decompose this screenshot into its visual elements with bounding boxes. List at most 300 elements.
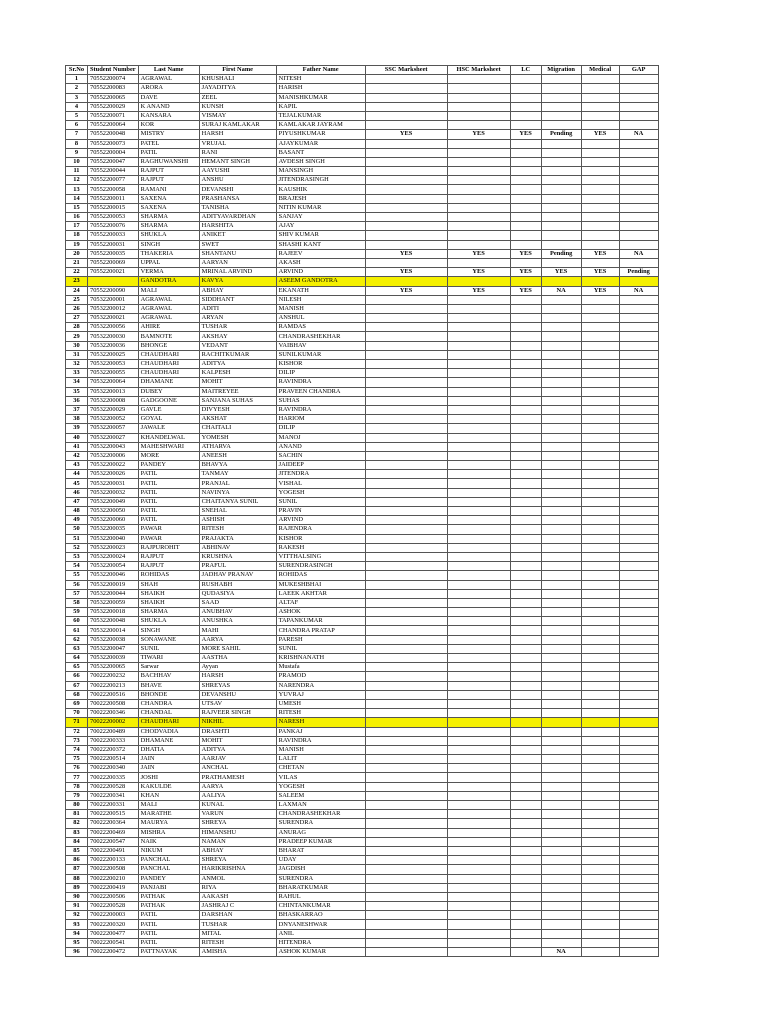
cell-sr-no: 9 [66,148,88,157]
table-row [66,810,659,819]
cell-gap [619,93,658,102]
cell-sr-no: 80 [66,801,88,810]
cell-migration [541,810,581,819]
cell-student-number: 70532200060 [88,516,139,525]
cell-student-number: 70022200372 [88,745,139,754]
cell-ssc-marksheet [365,497,447,506]
cell-student-number: 70552200031 [88,240,139,249]
cell-sr-no: 66 [66,672,88,681]
cell-last-name: KOR [138,121,199,130]
cell-first-name: ABHAY [199,286,276,295]
cell-medical [581,75,619,84]
cell-first-name: ANIKET [199,231,276,240]
cell-sr-no: 8 [66,139,88,148]
cell-ssc-marksheet [365,727,447,736]
cell-gap [619,663,658,672]
cell-last-name: VERMA [138,268,199,277]
cell-ssc-marksheet [365,167,447,176]
cell-ssc-marksheet [365,552,447,561]
cell-first-name: QUDASIYA [199,589,276,598]
cell-student-number: 70022200331 [88,801,139,810]
cell-sr-no: 44 [66,470,88,479]
table-row [66,690,659,699]
cell-father-name: SURENDRA [276,874,365,883]
cell-gap [619,810,658,819]
cell-gap [619,378,658,387]
cell-medical [581,84,619,93]
cell-sr-no: 47 [66,497,88,506]
cell-hsc-marksheet [447,654,510,663]
cell-hsc-marksheet [447,801,510,810]
cell-lc [510,314,541,323]
cell-medical [581,360,619,369]
cell-medical [581,341,619,350]
cell-gap [619,332,658,341]
cell-gap [619,176,658,185]
cell-last-name: SUNIL [138,644,199,653]
table-row [66,856,659,865]
cell-first-name: VARUN [199,810,276,819]
cell-ssc-marksheet [365,185,447,194]
cell-sr-no: 92 [66,911,88,920]
cell-migration [541,304,581,313]
cell-first-name: UTSAV [199,699,276,708]
cell-lc [510,516,541,525]
cell-migration [541,727,581,736]
cell-hsc-marksheet [447,396,510,405]
cell-medical [581,736,619,745]
cell-gap [619,902,658,911]
cell-migration [541,874,581,883]
cell-hsc-marksheet [447,846,510,855]
cell-father-name: HITENDRA [276,938,365,947]
table-row [66,598,659,607]
cell-hsc-marksheet [447,929,510,938]
cell-sr-no: 5 [66,111,88,120]
cell-sr-no: 32 [66,360,88,369]
table-row [66,111,659,120]
cell-sr-no: 20 [66,249,88,258]
cell-lc [510,148,541,157]
cell-gap [619,222,658,231]
cell-gap [619,295,658,304]
cell-gap [619,84,658,93]
cell-student-number: 70022200213 [88,681,139,690]
cell-medical [581,837,619,846]
cell-ssc-marksheet: YES [365,249,447,258]
cell-last-name: PAWAR [138,534,199,543]
table-row [66,552,659,561]
cell-hsc-marksheet [447,920,510,929]
cell-lc [510,369,541,378]
cell-sr-no: 58 [66,598,88,607]
table-row [66,819,659,828]
cell-father-name: BRAJESH [276,194,365,203]
cell-gap [619,277,658,286]
cell-migration [541,461,581,470]
cell-ssc-marksheet [365,764,447,773]
cell-sr-no: 75 [66,755,88,764]
cell-lc [510,883,541,892]
cell-father-name: KAPIL [276,102,365,111]
cell-student-number: 70552200011 [88,194,139,203]
cell-medical [581,350,619,359]
cell-gap [619,167,658,176]
cell-hsc-marksheet [447,75,510,84]
cell-ssc-marksheet [365,194,447,203]
cell-first-name: AARYA [199,635,276,644]
cell-father-name: ASEEM GANDOTRA [276,277,365,286]
cell-first-name: SNEHAL [199,507,276,516]
cell-sr-no: 28 [66,323,88,332]
cell-sr-no: 18 [66,231,88,240]
cell-sr-no: 45 [66,479,88,488]
cell-lc [510,718,541,727]
cell-lc [510,93,541,102]
table-row [66,801,659,810]
cell-student-number: 70022200419 [88,883,139,892]
cell-father-name: ANURAG [276,828,365,837]
table-row [66,589,659,598]
cell-medical [581,497,619,506]
cell-first-name: AASTHA [199,654,276,663]
cell-migration [541,295,581,304]
cell-last-name: MAURYA [138,819,199,828]
cell-ssc-marksheet [365,892,447,901]
cell-gap [619,102,658,111]
cell-father-name: ALTAF [276,598,365,607]
cell-gap [619,681,658,690]
cell-sr-no: 39 [66,424,88,433]
cell-hsc-marksheet [447,617,510,626]
cell-father-name: MANISH [276,304,365,313]
table-row [66,231,659,240]
cell-gap: NA [619,249,658,258]
cell-student-number: 70532200022 [88,461,139,470]
cell-first-name: RIYA [199,883,276,892]
cell-last-name: RAGHUWANSHI [138,157,199,166]
cell-migration [541,736,581,745]
cell-gap [619,791,658,800]
cell-father-name: BHARAT [276,846,365,855]
cell-migration [541,277,581,286]
cell-first-name: RITESH [199,525,276,534]
cell-migration [541,920,581,929]
cell-first-name: SANJANA SUHAS [199,396,276,405]
cell-student-number: 70022200341 [88,791,139,800]
cell-last-name: SHARMA [138,608,199,617]
cell-lc [510,837,541,846]
cell-last-name: SHUKLA [138,231,199,240]
cell-father-name: PRADEEP KUMAR [276,837,365,846]
cell-student-number: 70532200046 [88,571,139,580]
table-row [66,360,659,369]
cell-hsc-marksheet [447,304,510,313]
cell-ssc-marksheet [365,938,447,947]
header-lc: LC [510,66,541,75]
cell-lc [510,479,541,488]
cell-lc [510,424,541,433]
cell-hsc-marksheet [447,405,510,414]
cell-medical [581,148,619,157]
table-row [66,415,659,424]
cell-gap [619,497,658,506]
cell-ssc-marksheet [365,442,447,451]
header-medical: Medical [581,66,619,75]
cell-migration [541,396,581,405]
cell-father-name: BHASKARRAO [276,911,365,920]
cell-father-name: HARISH [276,84,365,93]
cell-lc [510,231,541,240]
cell-first-name: DEVANSHI [199,185,276,194]
cell-ssc-marksheet [365,488,447,497]
cell-first-name: HEMANT SINGH [199,157,276,166]
cell-sr-no: 22 [66,268,88,277]
cell-ssc-marksheet [365,865,447,874]
cell-last-name: GADGOONE [138,396,199,405]
cell-migration [541,167,581,176]
cell-first-name: AARYA [199,782,276,791]
cell-student-number: 70022200541 [88,938,139,947]
table-row [66,213,659,222]
cell-medical [581,828,619,837]
cell-lc [510,497,541,506]
cell-ssc-marksheet [365,507,447,516]
cell-student-number: 70532200064 [88,378,139,387]
cell-student-number: 70532200040 [88,534,139,543]
cell-sr-no: 13 [66,185,88,194]
table-row [66,507,659,516]
cell-ssc-marksheet [365,222,447,231]
cell-medical [581,121,619,130]
cell-lc [510,378,541,387]
cell-last-name: CHAUDHARI [138,350,199,359]
cell-father-name: CHANDRASHEKHAR [276,332,365,341]
cell-first-name: ANMOL [199,874,276,883]
cell-student-number: 70022200320 [88,920,139,929]
table-row [66,75,659,84]
cell-ssc-marksheet [365,580,447,589]
cell-student-number: 70022200547 [88,837,139,846]
cell-migration: NA [541,948,581,957]
cell-first-name: TANMAY [199,470,276,479]
cell-student-number: 70552200047 [88,157,139,166]
cell-student-number: 70552200071 [88,111,139,120]
cell-hsc-marksheet [447,938,510,947]
cell-father-name: PRAVEEN CHANDRA [276,387,365,396]
cell-lc: YES [510,130,541,139]
cell-lc [510,681,541,690]
cell-gap [619,451,658,460]
cell-student-number: 70532200050 [88,507,139,516]
cell-last-name: PATIL [138,148,199,157]
cell-migration [541,360,581,369]
cell-sr-no: 17 [66,222,88,231]
cell-sr-no: 31 [66,350,88,359]
cell-migration [541,773,581,782]
cell-ssc-marksheet: YES [365,286,447,295]
cell-gap [619,828,658,837]
cell-student-number: 70532200019 [88,580,139,589]
table-row [66,194,659,203]
table-row [66,424,659,433]
cell-hsc-marksheet [447,93,510,102]
cell-hsc-marksheet [447,213,510,222]
cell-lc [510,194,541,203]
table-row [66,892,659,901]
cell-hsc-marksheet [447,552,510,561]
cell-sr-no: 42 [66,451,88,460]
cell-medical [581,902,619,911]
cell-lc [510,764,541,773]
cell-first-name: MITAL [199,929,276,938]
cell-gap [619,920,658,929]
cell-ssc-marksheet [365,304,447,313]
cell-student-number: 70532200030 [88,332,139,341]
cell-father-name: KAUSHIK [276,185,365,194]
cell-migration [541,672,581,681]
header-student-number: Student Number [88,66,139,75]
cell-gap [619,672,658,681]
cell-medical [581,801,619,810]
table-row [66,185,659,194]
cell-last-name: BACHHAV [138,672,199,681]
cell-migration [541,663,581,672]
cell-last-name: THAKERIA [138,249,199,258]
cell-father-name: SUNILKUMAR [276,350,365,359]
cell-migration [541,929,581,938]
cell-first-name: SHANTANU [199,249,276,258]
cell-migration [541,415,581,424]
cell-hsc-marksheet [447,608,510,617]
cell-ssc-marksheet [365,773,447,782]
cell-ssc-marksheet [365,920,447,929]
cell-father-name: JITENDRA [276,470,365,479]
cell-ssc-marksheet [365,350,447,359]
cell-lc [510,865,541,874]
cell-medical [581,387,619,396]
cell-sr-no: 77 [66,773,88,782]
cell-student-number: 70532200008 [88,396,139,405]
cell-ssc-marksheet [365,589,447,598]
cell-student-number: 70022200333 [88,736,139,745]
cell-first-name: ABHINAV [199,543,276,552]
cell-medical [581,139,619,148]
cell-student-number: 70022200210 [88,874,139,883]
cell-medical [581,102,619,111]
cell-last-name: KHAN [138,791,199,800]
cell-first-name: NAVINYA [199,488,276,497]
cell-gap [619,571,658,580]
cell-hsc-marksheet [447,277,510,286]
cell-sr-no: 88 [66,874,88,883]
cell-last-name: KANSARA [138,111,199,120]
cell-last-name: PATIL [138,920,199,929]
cell-ssc-marksheet [365,369,447,378]
cell-first-name: PRAFUL [199,562,276,571]
cell-medical [581,718,619,727]
table-row [66,258,659,267]
cell-gap: NA [619,130,658,139]
table-row [66,157,659,166]
cell-hsc-marksheet [447,222,510,231]
cell-ssc-marksheet [365,644,447,653]
cell-student-number: 70532200032 [88,488,139,497]
cell-student-number: 70532200031 [88,479,139,488]
cell-first-name: PRATHAMESH [199,773,276,782]
cell-medical [581,231,619,240]
cell-medical [581,470,619,479]
cell-gap [619,121,658,130]
cell-gap [619,534,658,543]
cell-first-name: MOHIT [199,736,276,745]
cell-last-name: PANDEY [138,461,199,470]
cell-hsc-marksheet [447,902,510,911]
cell-father-name: MANISH [276,745,365,754]
cell-student-number: 70532200012 [88,304,139,313]
table-row [66,571,659,580]
cell-sr-no: 3 [66,93,88,102]
cell-sr-no: 85 [66,846,88,855]
cell-gap [619,764,658,773]
cell-student-number: 70532200065 [88,663,139,672]
cell-migration [541,764,581,773]
cell-first-name: HIMANSHU [199,828,276,837]
cell-hsc-marksheet [447,488,510,497]
cell-gap [619,479,658,488]
cell-father-name: Mustafa [276,663,365,672]
cell-first-name: JASHRAJ C [199,902,276,911]
cell-first-name: MOHIT [199,378,276,387]
cell-migration [541,525,581,534]
cell-migration [541,626,581,635]
cell-lc [510,938,541,947]
table-row [66,948,659,957]
cell-ssc-marksheet [365,543,447,552]
cell-last-name: BHAVE [138,681,199,690]
cell-gap [619,433,658,442]
cell-father-name: JAGDISH [276,865,365,874]
cell-ssc-marksheet [365,332,447,341]
cell-father-name: BHARATKUMAR [276,883,365,892]
cell-first-name: JADHAV PRANAV [199,571,276,580]
cell-first-name: ANUBHAV [199,608,276,617]
cell-hsc-marksheet [447,690,510,699]
cell-first-name: AAKASH [199,892,276,901]
cell-sr-no: 27 [66,314,88,323]
cell-ssc-marksheet [365,240,447,249]
cell-sr-no: 15 [66,203,88,212]
cell-medical [581,562,619,571]
cell-father-name: MUKESHBHAI [276,580,365,589]
cell-migration: Pending [541,249,581,258]
cell-sr-no: 90 [66,892,88,901]
cell-first-name: RITESH [199,938,276,947]
cell-sr-no: 65 [66,663,88,672]
cell-father-name: MANSINGH [276,167,365,176]
cell-father-name: CHETAN [276,764,365,773]
cell-medical [581,745,619,754]
table-row [66,369,659,378]
cell-ssc-marksheet [365,635,447,644]
cell-lc [510,791,541,800]
cell-father-name: YOGESH [276,782,365,791]
cell-student-number: 70532200055 [88,369,139,378]
cell-medical [581,883,619,892]
cell-gap [619,626,658,635]
cell-student-number: 70552200035 [88,249,139,258]
cell-student-number: 70532200049 [88,497,139,506]
